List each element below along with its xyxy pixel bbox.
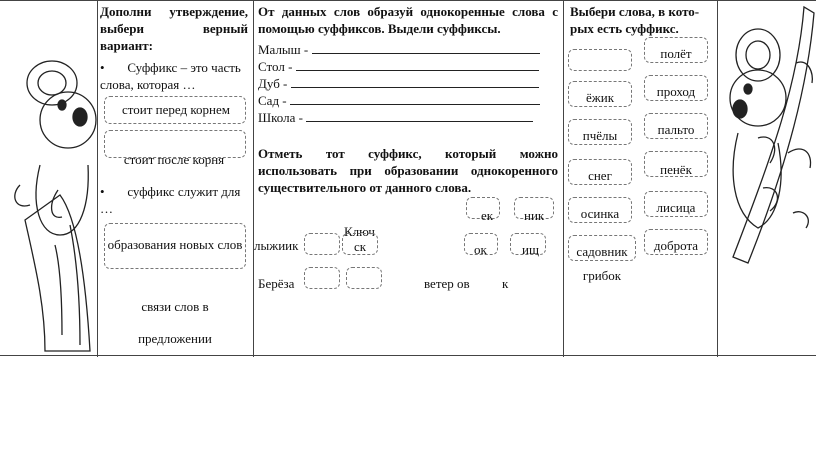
answer-line[interactable] xyxy=(291,75,539,88)
bullet-icon: • xyxy=(100,184,128,199)
option-before-root[interactable]: стоит перед корнем xyxy=(122,102,230,117)
word-pchyoly[interactable]: пчёлы xyxy=(582,128,618,143)
answer-box[interactable] xyxy=(304,233,340,255)
answer-line[interactable] xyxy=(290,92,540,105)
koala-right-illustration xyxy=(718,3,816,353)
suffix-ok[interactable]: ок xyxy=(474,242,487,257)
word-label: Дуб - xyxy=(258,76,288,91)
option-word-connection[interactable]: связи слов в предложении xyxy=(138,299,212,346)
word-dobrota[interactable]: доброта xyxy=(653,238,699,253)
word-prokhod[interactable]: проход xyxy=(656,84,696,99)
formation-heading: От данных слов образуй однокоренные слова с помощью суффиксов. Выдели суффиксы. xyxy=(258,4,558,36)
word-palto[interactable]: пальто xyxy=(657,122,695,137)
suffix-task-heading: Отметь тот суффикс, который можно использовать при образовании однокоренного существительного от данного слова. xyxy=(258,146,558,195)
statement-heading: Дополни утверждение, выбери верный вариант: xyxy=(100,4,248,53)
word-wind: ветер ов xyxy=(424,276,470,291)
key-label: Ключ xyxy=(344,224,375,239)
word-sneg[interactable]: снег xyxy=(588,168,612,183)
option-after-root[interactable]: стоит после корня xyxy=(123,152,225,167)
suffix-ek[interactable]: ек xyxy=(481,208,494,223)
word-row xyxy=(258,58,539,75)
key-suffix: ск xyxy=(354,239,367,254)
word-label: Малыш - xyxy=(258,42,309,57)
word-row xyxy=(258,109,533,126)
word-yozhik[interactable]: ёжик xyxy=(585,90,615,105)
answer-line[interactable] xyxy=(306,109,533,122)
choose-heading: Выбери слова, в кото-рых есть суффикс. xyxy=(570,4,700,36)
statement-bullet-1: Суффикс – это часть слова, которая … xyxy=(100,60,241,92)
column-statements xyxy=(98,1,253,357)
column-choose-words xyxy=(564,1,717,357)
word-label: Школа - xyxy=(258,110,303,125)
answer-line[interactable] xyxy=(312,41,540,54)
option-new-words[interactable]: образования новых слов xyxy=(107,237,243,252)
word-gribok[interactable]: грибок xyxy=(582,268,622,283)
answer-line[interactable] xyxy=(296,58,539,71)
word-row xyxy=(258,92,540,109)
word-box[interactable] xyxy=(568,49,632,71)
word-birch: Берёза xyxy=(258,276,295,291)
word-sadovnik[interactable]: садовник xyxy=(576,244,628,259)
word-row xyxy=(258,75,539,92)
koala-left-illustration xyxy=(0,5,97,355)
suffix-ishch[interactable]: ищ xyxy=(522,242,539,257)
suffix-nik[interactable]: ник xyxy=(524,208,545,223)
word-osinka[interactable]: осинка xyxy=(580,206,620,221)
answer-box[interactable] xyxy=(346,267,382,289)
column-word-formation xyxy=(254,1,563,357)
word-lisitsa[interactable]: лисица xyxy=(656,200,696,215)
statement-bullet-2: суффикс служит для … xyxy=(100,184,241,216)
letter-k: к xyxy=(502,276,509,291)
word-penyok[interactable]: пенёк xyxy=(660,162,692,177)
word-polyot[interactable]: полёт xyxy=(660,46,692,61)
word-label: Сад - xyxy=(258,93,287,108)
bullet-icon: • xyxy=(100,60,128,75)
word-label: Стол - xyxy=(258,59,293,74)
word-ski: лыжиик xyxy=(254,238,299,253)
word-row xyxy=(258,41,540,58)
answer-box[interactable] xyxy=(304,267,340,289)
